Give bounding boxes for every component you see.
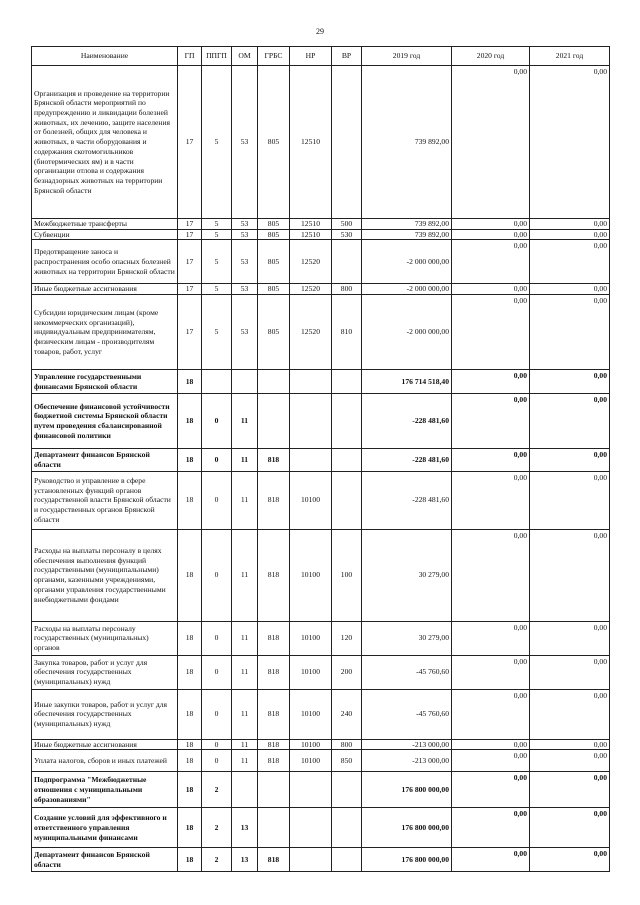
budget-table bbox=[31, 46, 610, 872]
amount-2020-cell: 0,00 bbox=[452, 471, 530, 529]
om-cell: 53 bbox=[232, 295, 258, 370]
amount-2020-cell: 0,00 bbox=[452, 655, 530, 689]
grbs-cell: 818 bbox=[258, 750, 290, 772]
vr-cell: 800 bbox=[332, 739, 362, 750]
amount-2019-cell: -2 000 000,00 bbox=[362, 295, 452, 370]
grbs-cell: 818 bbox=[258, 655, 290, 689]
amount-2019-cell: 176 714 518,40 bbox=[362, 370, 452, 394]
vr-cell bbox=[332, 808, 362, 848]
table-row bbox=[32, 284, 610, 295]
table-row bbox=[32, 529, 610, 621]
gp-cell: 18 bbox=[178, 739, 202, 750]
vr-cell: 530 bbox=[332, 229, 362, 240]
ppgp-cell: 0 bbox=[202, 471, 232, 529]
ppgp-cell bbox=[202, 370, 232, 394]
table-row bbox=[32, 240, 610, 284]
header-row bbox=[32, 47, 610, 66]
nr-cell bbox=[290, 394, 332, 449]
ppgp-cell: 5 bbox=[202, 219, 232, 230]
ppgp-cell: 0 bbox=[202, 394, 232, 449]
om-cell: 11 bbox=[232, 689, 258, 739]
nr-cell: 12510 bbox=[290, 219, 332, 230]
amount-2019-cell: 30 279,00 bbox=[362, 529, 452, 621]
vr-cell bbox=[332, 471, 362, 529]
row-name-cell: Закупка товаров, работ и услуг для обеспечения государственных (муниципальных) нужд bbox=[32, 655, 178, 689]
row-name-cell: Департамент финансов Брянской области bbox=[32, 449, 178, 471]
vr-cell bbox=[332, 848, 362, 872]
row-name-cell: Создание условий для эффективного и ответственного управления муниципальными финансами bbox=[32, 808, 178, 848]
ppgp-cell: 5 bbox=[202, 66, 232, 219]
vr-cell: 240 bbox=[332, 689, 362, 739]
ppgp-cell: 0 bbox=[202, 529, 232, 621]
amount-2019-cell: -2 000 000,00 bbox=[362, 284, 452, 295]
amount-2020-cell: 0,00 bbox=[452, 808, 530, 848]
row-name-cell: Субсидии юридическим лицам (кроме некоммерческих организаций), индивидуальным предпринимателям, физическим лицам - производителям товаров, работ, услуг bbox=[32, 295, 178, 370]
grbs-cell: 818 bbox=[258, 689, 290, 739]
amount-2021-cell: 0,00 bbox=[530, 240, 610, 284]
vr-cell: 810 bbox=[332, 295, 362, 370]
amount-2020-cell: 0,00 bbox=[452, 848, 530, 872]
row-name-cell: Иные бюджетные ассигнования bbox=[32, 284, 178, 295]
amount-2020-cell: 0,00 bbox=[452, 295, 530, 370]
grbs-cell: 818 bbox=[258, 621, 290, 655]
vr-cell bbox=[332, 240, 362, 284]
om-cell: 11 bbox=[232, 621, 258, 655]
amount-2020-cell: 0,00 bbox=[452, 240, 530, 284]
om-cell: 11 bbox=[232, 471, 258, 529]
ppgp-cell: 0 bbox=[202, 689, 232, 739]
om-cell: 53 bbox=[232, 240, 258, 284]
table-row bbox=[32, 808, 610, 848]
header-cell: ОМ bbox=[232, 47, 258, 66]
amount-2019-cell: -228 481,60 bbox=[362, 449, 452, 471]
row-name-cell: Предотвращение заноса и распространения особо опасных болезней животных на территории Брянской области bbox=[32, 240, 178, 284]
gp-cell: 18 bbox=[178, 655, 202, 689]
table-row bbox=[32, 66, 610, 219]
header-cell: НР bbox=[290, 47, 332, 66]
gp-cell: 17 bbox=[178, 66, 202, 219]
row-name-cell: Подпрограмма "Межбюджетные отношения с муниципальными образованиями" bbox=[32, 772, 178, 808]
om-cell: 53 bbox=[232, 229, 258, 240]
om-cell: 11 bbox=[232, 739, 258, 750]
header-cell: ГРБС bbox=[258, 47, 290, 66]
amount-2019-cell: -45 760,60 bbox=[362, 689, 452, 739]
ppgp-cell: 2 bbox=[202, 772, 232, 808]
gp-cell: 17 bbox=[178, 240, 202, 284]
row-name-cell: Уплата налогов, сборов и иных платежей bbox=[32, 750, 178, 772]
amount-2021-cell: 0,00 bbox=[530, 394, 610, 449]
nr-cell: 10100 bbox=[290, 750, 332, 772]
header-cell: 2021 год bbox=[530, 47, 610, 66]
table-row bbox=[32, 621, 610, 655]
nr-cell: 10100 bbox=[290, 689, 332, 739]
amount-2021-cell: 0,00 bbox=[530, 471, 610, 529]
row-name-cell: Обеспечение финансовой устойчивости бюджетной системы Брянской области путем проведения сбалансированной финансовой политики bbox=[32, 394, 178, 449]
gp-cell: 17 bbox=[178, 219, 202, 230]
table-row bbox=[32, 295, 610, 370]
amount-2019-cell: 176 800 000,00 bbox=[362, 848, 452, 872]
header-cell: 2020 год bbox=[452, 47, 530, 66]
nr-cell bbox=[290, 848, 332, 872]
grbs-cell: 805 bbox=[258, 240, 290, 284]
ppgp-cell: 0 bbox=[202, 655, 232, 689]
amount-2021-cell: 0,00 bbox=[530, 66, 610, 219]
amount-2021-cell: 0,00 bbox=[530, 750, 610, 772]
vr-cell: 800 bbox=[332, 284, 362, 295]
amount-2021-cell: 0,00 bbox=[530, 689, 610, 739]
amount-2021-cell: 0,00 bbox=[530, 219, 610, 230]
amount-2020-cell: 0,00 bbox=[452, 370, 530, 394]
row-name-cell: Субвенции bbox=[32, 229, 178, 240]
grbs-cell: 818 bbox=[258, 449, 290, 471]
ppgp-cell: 0 bbox=[202, 449, 232, 471]
amount-2021-cell: 0,00 bbox=[530, 284, 610, 295]
grbs-cell: 818 bbox=[258, 529, 290, 621]
om-cell: 53 bbox=[232, 66, 258, 219]
om-cell bbox=[232, 772, 258, 808]
grbs-cell bbox=[258, 772, 290, 808]
amount-2021-cell: 0,00 bbox=[530, 808, 610, 848]
ppgp-cell: 0 bbox=[202, 621, 232, 655]
ppgp-cell: 2 bbox=[202, 808, 232, 848]
ppgp-cell: 2 bbox=[202, 848, 232, 872]
vr-cell: 850 bbox=[332, 750, 362, 772]
gp-cell: 17 bbox=[178, 295, 202, 370]
vr-cell bbox=[332, 772, 362, 808]
grbs-cell bbox=[258, 808, 290, 848]
gp-cell: 18 bbox=[178, 808, 202, 848]
vr-cell bbox=[332, 66, 362, 219]
amount-2020-cell: 0,00 bbox=[452, 66, 530, 219]
row-name-cell: Расходы на выплаты персоналу государственных (муниципальных) органов bbox=[32, 621, 178, 655]
table-body bbox=[32, 66, 610, 872]
nr-cell bbox=[290, 449, 332, 471]
row-name-cell: Управление государственными финансами Брянской области bbox=[32, 370, 178, 394]
gp-cell: 17 bbox=[178, 229, 202, 240]
amount-2019-cell: 30 279,00 bbox=[362, 621, 452, 655]
vr-cell bbox=[332, 449, 362, 471]
amount-2020-cell: 0,00 bbox=[452, 772, 530, 808]
nr-cell: 10100 bbox=[290, 655, 332, 689]
table-row bbox=[32, 655, 610, 689]
amount-2020-cell: 0,00 bbox=[452, 529, 530, 621]
table-row bbox=[32, 750, 610, 772]
om-cell: 11 bbox=[232, 394, 258, 449]
amount-2021-cell: 0,00 bbox=[530, 295, 610, 370]
om-cell: 53 bbox=[232, 284, 258, 295]
amount-2021-cell: 0,00 bbox=[530, 739, 610, 750]
grbs-cell: 805 bbox=[258, 66, 290, 219]
ppgp-cell: 5 bbox=[202, 240, 232, 284]
amount-2019-cell: 739 892,00 bbox=[362, 229, 452, 240]
amount-2021-cell: 0,00 bbox=[530, 655, 610, 689]
row-name-cell: Руководство и управление в сфере установленных функций органов государственной власти Брянской области и государственных органов Брянской области bbox=[32, 471, 178, 529]
table-row bbox=[32, 772, 610, 808]
header-cell: ППГП bbox=[202, 47, 232, 66]
table-row bbox=[32, 229, 610, 240]
nr-cell bbox=[290, 808, 332, 848]
row-name-cell: Департамент финансов Брянской области bbox=[32, 848, 178, 872]
grbs-cell bbox=[258, 370, 290, 394]
row-name-cell: Межбюджетные трансферты bbox=[32, 219, 178, 230]
nr-cell: 10100 bbox=[290, 471, 332, 529]
amount-2019-cell: 176 800 000,00 bbox=[362, 808, 452, 848]
gp-cell: 17 bbox=[178, 284, 202, 295]
ppgp-cell: 0 bbox=[202, 739, 232, 750]
amount-2019-cell: -213 000,00 bbox=[362, 750, 452, 772]
header-cell: ГП bbox=[178, 47, 202, 66]
page-number: 29 bbox=[316, 27, 324, 36]
om-cell: 11 bbox=[232, 529, 258, 621]
row-name-cell: Иные бюджетные ассигнования bbox=[32, 739, 178, 750]
grbs-cell: 805 bbox=[258, 219, 290, 230]
gp-cell: 18 bbox=[178, 394, 202, 449]
vr-cell bbox=[332, 370, 362, 394]
nr-cell: 12520 bbox=[290, 240, 332, 284]
vr-cell: 100 bbox=[332, 529, 362, 621]
amount-2020-cell: 0,00 bbox=[452, 229, 530, 240]
row-name-cell: Иные закупки товаров, работ и услуг для обеспечения государственных (муниципальных) нужд bbox=[32, 689, 178, 739]
grbs-cell bbox=[258, 394, 290, 449]
ppgp-cell: 5 bbox=[202, 284, 232, 295]
nr-cell: 12520 bbox=[290, 295, 332, 370]
header-cell: 2019 год bbox=[362, 47, 452, 66]
table-row bbox=[32, 370, 610, 394]
header-cell: ВР bbox=[332, 47, 362, 66]
amount-2021-cell: 0,00 bbox=[530, 370, 610, 394]
amount-2020-cell: 0,00 bbox=[452, 750, 530, 772]
row-name-cell: Организация и проведение на территории Брянской области мероприятий по предупреждению и ликвидации болезней животных, их лечению, защите населения от болезней, общих для человека и животных, в части оборудования и содержания скотомогильников (биотермических ям) и в части организации отлова и содержания безнадзорных животных на территории Брянской области bbox=[32, 66, 178, 219]
gp-cell: 18 bbox=[178, 772, 202, 808]
om-cell: 13 bbox=[232, 848, 258, 872]
gp-cell: 18 bbox=[178, 621, 202, 655]
gp-cell: 18 bbox=[178, 471, 202, 529]
amount-2019-cell: 739 892,00 bbox=[362, 219, 452, 230]
nr-cell bbox=[290, 772, 332, 808]
amount-2021-cell: 0,00 bbox=[530, 848, 610, 872]
amount-2019-cell: -228 481,60 bbox=[362, 471, 452, 529]
grbs-cell: 805 bbox=[258, 295, 290, 370]
amount-2020-cell: 0,00 bbox=[452, 689, 530, 739]
gp-cell: 18 bbox=[178, 750, 202, 772]
vr-cell bbox=[332, 394, 362, 449]
table-row bbox=[32, 449, 610, 471]
nr-cell: 12520 bbox=[290, 284, 332, 295]
amount-2021-cell: 0,00 bbox=[530, 229, 610, 240]
table-row bbox=[32, 394, 610, 449]
vr-cell: 200 bbox=[332, 655, 362, 689]
table-row bbox=[32, 848, 610, 872]
grbs-cell: 805 bbox=[258, 284, 290, 295]
nr-cell: 12510 bbox=[290, 229, 332, 240]
om-cell bbox=[232, 370, 258, 394]
row-name-cell: Расходы на выплаты персоналу в целях обеспечения выполнения функций государственными (муниципальными) органами, казенными учреждениями, органами управления государственными внебюджетными фондами bbox=[32, 529, 178, 621]
nr-cell: 10100 bbox=[290, 621, 332, 655]
amount-2021-cell: 0,00 bbox=[530, 449, 610, 471]
amount-2021-cell: 0,00 bbox=[530, 772, 610, 808]
nr-cell bbox=[290, 370, 332, 394]
header-cell: Наименование bbox=[32, 47, 178, 66]
amount-2020-cell: 0,00 bbox=[452, 394, 530, 449]
amount-2020-cell: 0,00 bbox=[452, 219, 530, 230]
grbs-cell: 818 bbox=[258, 848, 290, 872]
om-cell: 53 bbox=[232, 219, 258, 230]
table-row bbox=[32, 219, 610, 230]
amount-2020-cell: 0,00 bbox=[452, 449, 530, 471]
amount-2020-cell: 0,00 bbox=[452, 621, 530, 655]
amount-2019-cell: -228 481,60 bbox=[362, 394, 452, 449]
nr-cell: 10100 bbox=[290, 739, 332, 750]
amount-2021-cell: 0,00 bbox=[530, 529, 610, 621]
amount-2021-cell: 0,00 bbox=[530, 621, 610, 655]
vr-cell: 120 bbox=[332, 621, 362, 655]
amount-2019-cell: -45 760,60 bbox=[362, 655, 452, 689]
om-cell: 13 bbox=[232, 808, 258, 848]
grbs-cell: 818 bbox=[258, 739, 290, 750]
table-row bbox=[32, 471, 610, 529]
amount-2019-cell: -213 000,00 bbox=[362, 739, 452, 750]
gp-cell: 18 bbox=[178, 370, 202, 394]
amount-2019-cell: -2 000 000,00 bbox=[362, 240, 452, 284]
gp-cell: 18 bbox=[178, 529, 202, 621]
gp-cell: 18 bbox=[178, 848, 202, 872]
grbs-cell: 805 bbox=[258, 229, 290, 240]
ppgp-cell: 0 bbox=[202, 750, 232, 772]
nr-cell: 10100 bbox=[290, 529, 332, 621]
om-cell: 11 bbox=[232, 655, 258, 689]
ppgp-cell: 5 bbox=[202, 229, 232, 240]
vr-cell: 500 bbox=[332, 219, 362, 230]
om-cell: 11 bbox=[232, 449, 258, 471]
table-row bbox=[32, 689, 610, 739]
grbs-cell: 818 bbox=[258, 471, 290, 529]
gp-cell: 18 bbox=[178, 449, 202, 471]
table-row bbox=[32, 739, 610, 750]
amount-2019-cell: 176 800 000,00 bbox=[362, 772, 452, 808]
gp-cell: 18 bbox=[178, 689, 202, 739]
ppgp-cell: 5 bbox=[202, 295, 232, 370]
amount-2020-cell: 0,00 bbox=[452, 739, 530, 750]
om-cell: 11 bbox=[232, 750, 258, 772]
nr-cell: 12510 bbox=[290, 66, 332, 219]
amount-2019-cell: 739 892,00 bbox=[362, 66, 452, 219]
amount-2020-cell: 0,00 bbox=[452, 284, 530, 295]
